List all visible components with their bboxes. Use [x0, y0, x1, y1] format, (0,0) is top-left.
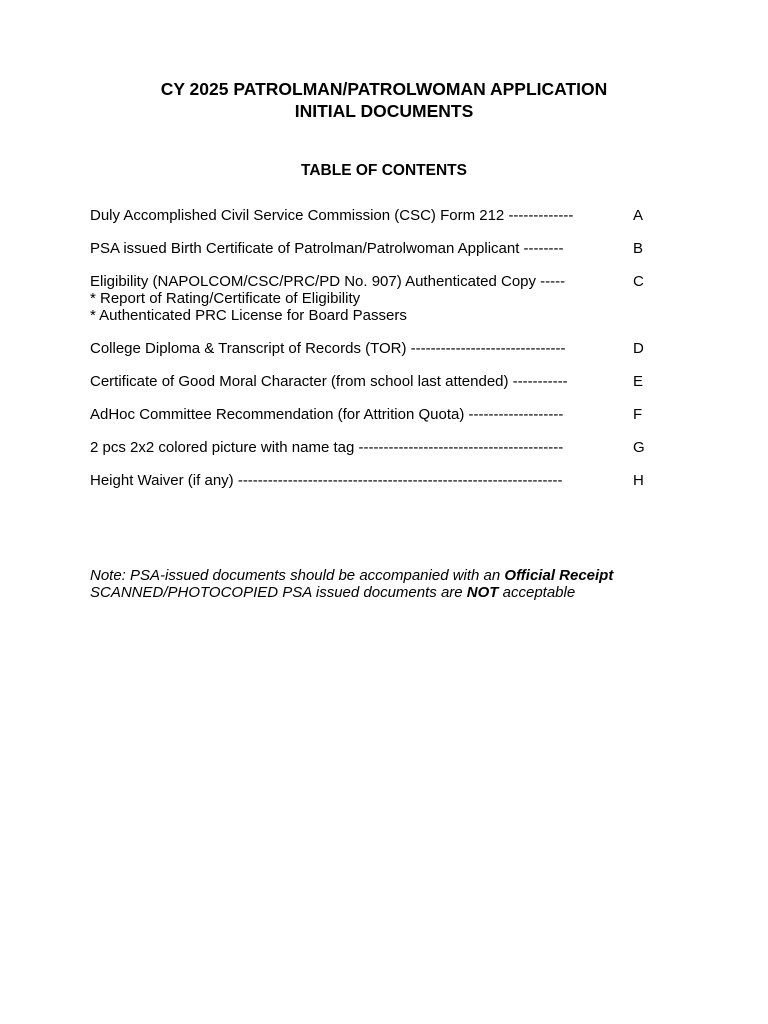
- note-official-receipt: Official Receipt: [504, 567, 614, 584]
- toc-item-letter: H: [633, 472, 644, 489]
- toc-item-letter: D: [633, 340, 644, 357]
- toc-sub-item: * Report of Rating/Certificate of Eligibility: [90, 290, 361, 307]
- toc-item-text: Duly Accomplished Civil Service Commission (CSC) Form 212 -------------: [90, 207, 574, 224]
- note: [90, 567, 690, 601]
- toc-item-d: [90, 340, 660, 357]
- toc-item-letter: F: [633, 406, 643, 423]
- note-line-2-text: SCANNED/PHOTOCOPIED PSA issued documents are: [90, 584, 467, 601]
- note-line-1-text: Note: PSA-issued documents should be accompanied with an: [90, 567, 505, 584]
- toc-sub-item: * Authenticated PRC License for Board Passers: [90, 307, 407, 324]
- toc-item-text: Height Waiver (if any) -----------------------------------------------------------------: [90, 472, 563, 489]
- toc-item-text: PSA issued Birth Certificate of Patrolman/Patrolwoman Applicant --------: [90, 240, 564, 257]
- toc-item-text: College Diploma & Transcript of Records (TOR) -------------------------------: [90, 340, 566, 357]
- toc-item-f: [90, 406, 660, 423]
- note-not-emphasis: NOT: [466, 584, 499, 601]
- note-line-2-suffix: acceptable: [498, 584, 576, 601]
- toc-item-c: [90, 273, 660, 324]
- toc-list: [90, 207, 660, 505]
- toc-item-text: Certificate of Good Moral Character (from school last attended) -----------: [90, 373, 568, 390]
- note-line-2: [90, 584, 690, 601]
- toc-item-text: Eligibility (NAPOLCOM/CSC/PRC/PD No. 907) Authenticated Copy -----: [90, 273, 566, 290]
- toc-item-letter: E: [633, 373, 644, 390]
- note-line-1: [90, 567, 690, 584]
- toc-item-g: [90, 439, 660, 456]
- toc-item-letter: A: [633, 207, 644, 224]
- toc-item-h: [90, 472, 660, 489]
- toc-item-e: [90, 373, 660, 390]
- toc-item-letter: C: [633, 273, 644, 290]
- document-title-line-1: CY 2025 PATROLMAN/PATROLWOMAN APPLICATION: [160, 79, 608, 99]
- toc-item-text: AdHoc Committee Recommendation (for Attrition Quota) -------------------: [90, 406, 564, 423]
- document-title-line-2: INITIAL DOCUMENTS: [294, 101, 474, 121]
- toc-item-b: [90, 240, 660, 257]
- toc-item-letter: B: [633, 240, 644, 257]
- toc-item-text: 2 pcs 2x2 colored picture with name tag -----------------------------------------: [90, 439, 564, 456]
- toc-item-letter: G: [633, 439, 645, 456]
- toc-heading: TABLE OF CONTENTS: [301, 162, 467, 179]
- toc-item-a: [90, 207, 660, 224]
